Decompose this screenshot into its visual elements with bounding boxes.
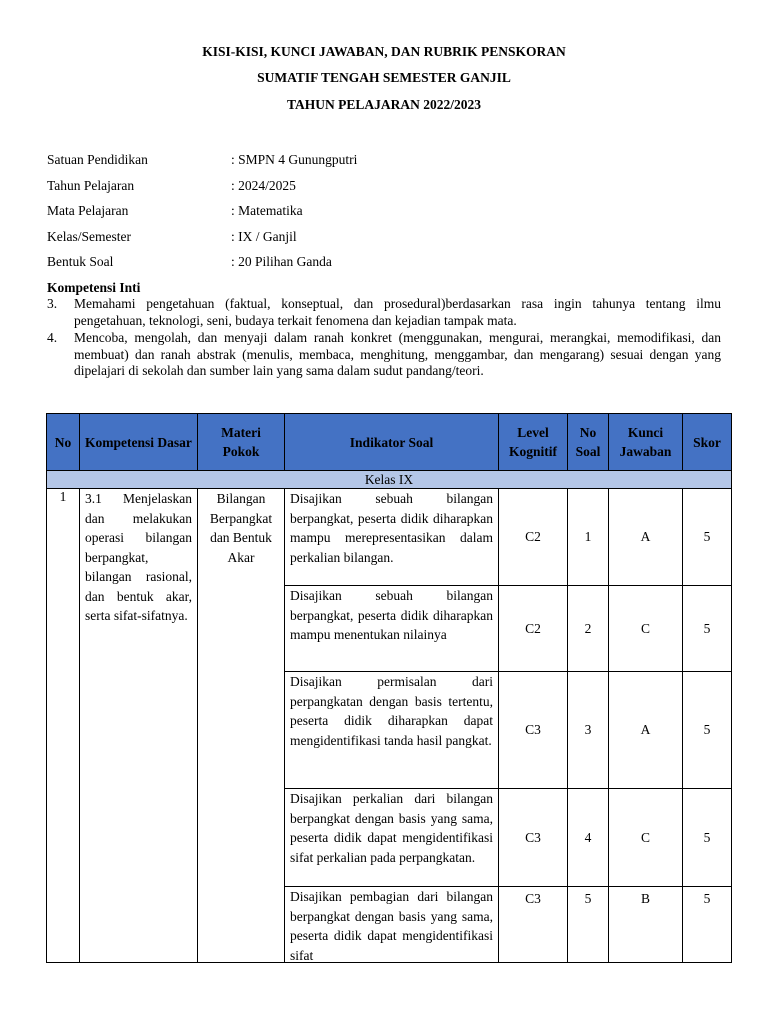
skor-cell: 5: [683, 586, 732, 672]
no-soal-cell: 2: [568, 586, 609, 672]
materi-pokok-cell: Bilangan Berpangkat dan Bentuk Akar: [198, 489, 285, 963]
info-value-format: : 20 Pilihan Ganda: [231, 254, 332, 269]
level-cell: C3: [499, 887, 568, 963]
level-cell: C3: [499, 789, 568, 887]
skor-cell: 5: [683, 489, 732, 586]
header-no: No: [47, 414, 80, 471]
no-soal-cell: 1: [568, 489, 609, 586]
info-label-year: Tahun Pelajaran: [47, 178, 135, 193]
indikator-cell: Disajikan sebuah bilangan berpangkat, peserta didik diharapkan mampu merepresentasikan dalam perkalian bilangan.: [285, 489, 499, 586]
skor-cell: 5: [683, 672, 732, 789]
ki-item-number: 3.: [47, 296, 58, 311]
row-number: 1: [47, 489, 80, 963]
header-indikator-soal: Indikator Soal: [285, 414, 499, 471]
no-soal-cell: 3: [568, 672, 609, 789]
document-subtitle: SUMATIF TENGAH SEMESTER GANJIL: [257, 70, 511, 85]
header-skor: Skor: [683, 414, 732, 471]
kompetensi-dasar-cell: 3.1 Menjelaskan dan melakukan operasi bilangan berpangkat, bilangan rasional, dan bentuk akar, serta sifat-sifatnya.: [80, 489, 198, 963]
kelas-row: [47, 471, 732, 489]
header-materi-pokok: Materi Pokok: [198, 414, 285, 471]
skor-cell: 5: [683, 789, 732, 887]
indikator-cell: Disajikan sebuah bilangan berpangkat, peserta didik diharapkan mampu menentukan nilainya: [285, 586, 499, 672]
no-soal-cell: 5: [568, 887, 609, 963]
level-cell: C3: [499, 672, 568, 789]
indikator-text: Disajikan pembagian dari bilangan berpangkat dengan basis yang sama, peserta didik dapat mengidentifikasi sifat: [290, 889, 493, 962]
info-value-class: : IX / Ganjil: [231, 229, 297, 244]
indikator-cell: [285, 887, 499, 963]
ki-item-text: Memahami pengetahuan (faktual, konseptual, dan prosedural)berdasarkan rasa ingin tahunya tentang ilmu pengetahuan, teknologi, seni, budaya terkait fenomena dan kejadian tampak mata.: [74, 296, 721, 328]
info-label-school: Satuan Pendidikan: [47, 152, 148, 167]
table-row: [47, 489, 732, 586]
indikator-cell: Disajikan permisalan dari perpangkatan dengan basis tertentu, peserta didik diharapkan dapat mengidentifikasi tanda hasil pangkat.: [285, 672, 499, 789]
kunci-cell: A: [609, 672, 683, 789]
kelas-label: Kelas IX: [47, 471, 732, 489]
info-value-subject: : Matematika: [231, 203, 303, 218]
kunci-cell: C: [609, 586, 683, 672]
kunci-cell: A: [609, 489, 683, 586]
level-cell: C2: [499, 489, 568, 586]
header-kompetensi-dasar: Kompetensi Dasar: [80, 414, 198, 471]
info-label-class: Kelas/Semester: [47, 229, 131, 244]
academic-year-title: TAHUN PELAJARAN 2022/2023: [286, 97, 481, 112]
kompetensi-inti-heading: Kompetensi Inti: [47, 280, 141, 295]
kunci-cell: B: [609, 887, 683, 963]
document-title: KISI-KISI, KUNCI JAWABAN, DAN RUBRIK PENSKORAN: [202, 44, 566, 59]
header-kunci-jawaban: Kunci Jawaban: [609, 414, 683, 471]
no-soal-cell: 4: [568, 789, 609, 887]
info-label-format: Bentuk Soal: [47, 254, 114, 269]
kompetensi-inti-item: [47, 330, 721, 380]
skor-cell: 5: [683, 887, 732, 963]
info-value-school: : SMPN 4 Gunungputri: [231, 152, 358, 167]
indikator-cell: Disajikan perkalian dari bilangan berpangkat dengan basis yang sama, peserta didik dapat mengidentifikasi sifat perkalian pada perpangkatan.: [285, 789, 499, 887]
ki-item-text: Mencoba, mengolah, dan menyaji dalam ranah konkret (menggunakan, mengurai, merangkai, memodifikasi, dan membuat) dan ranah abstrak (menulis, membaca, menghitung, menggambar, dan mengarang) sesuai dengan yang dipelajari di sekolah dan sumber lain yang sama dalam sudut pandang/teori.: [74, 330, 721, 378]
header-no-soal: No Soal: [568, 414, 609, 471]
kompetensi-inti-item: [47, 296, 721, 329]
level-cell: C2: [499, 586, 568, 672]
kunci-cell: C: [609, 789, 683, 887]
info-value-year: : 2024/2025: [231, 178, 296, 193]
info-label-subject: Mata Pelajaran: [47, 203, 129, 218]
kisi-kisi-table: [46, 413, 732, 963]
table-header-row: [47, 414, 732, 471]
header-level-kognitif: Level Kognitif: [499, 414, 568, 471]
ki-item-number: 4.: [47, 330, 58, 345]
